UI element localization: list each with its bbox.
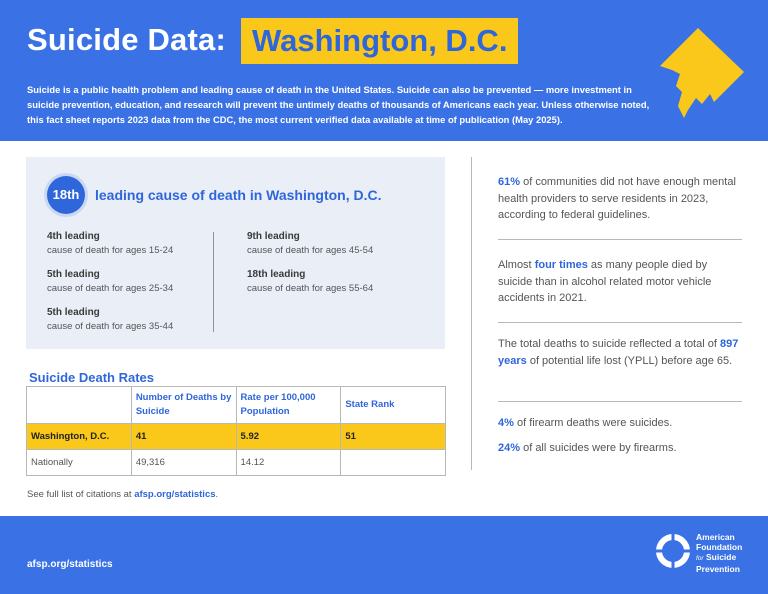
stat-text: of all suicides were by firearms. [520, 442, 677, 454]
footnote-prefix: See full list of citations at [27, 489, 135, 500]
stat-divider [498, 322, 742, 323]
table-cell: Washington, D.C. [27, 424, 132, 450]
rates-table [26, 386, 446, 476]
footer-banner [0, 516, 768, 594]
stat-text: The total deaths to suicide reflected a total of [498, 338, 720, 350]
stat-years-lost [498, 336, 744, 369]
intro-paragraph: Suicide is a public health problem and leading cause of death in the United States. Suicide can also be prevented — more investment in suicide prevention, education, and research will prevent the untimely deaths of thousands of Americans each year. Unless otherwise noted, this fact sheet reports 2023 data from the CDC, the most current verified data available at time of publication (May 2025). [27, 84, 650, 126]
rank-desc: cause of death for ages 45-54 [247, 245, 374, 256]
rank-label: 5th leading [47, 307, 100, 318]
table-cell: 51 [341, 424, 446, 450]
stat-text: of potential life lost (YPLL) before age 65. [526, 354, 733, 367]
rank-item [47, 230, 212, 258]
stat-suicides-by-firearm [498, 440, 744, 457]
dc-map-icon [658, 26, 746, 118]
logo-line: Foundation [696, 542, 743, 552]
table-cell: Nationally [27, 450, 132, 476]
table-cell: 5.92 [236, 424, 341, 450]
stat-highlight: four times [534, 259, 588, 271]
state-name-highlight: Washington, D.C. [241, 18, 518, 64]
rank-desc: cause of death for ages 55-64 [247, 283, 374, 294]
rank-badge: 18th [47, 176, 85, 214]
table-cell [341, 450, 446, 476]
ranking-panel [26, 157, 445, 349]
rank-desc: cause of death for ages 25-34 [47, 283, 174, 294]
stat-alcohol-comparison [498, 257, 744, 307]
page-title: Suicide Data: [27, 22, 226, 57]
stat-text: of communities did not have enough mental health providers to serve residents in 2023, according to federal guidelines. [498, 176, 736, 221]
stat-text: of firearm deaths were suicides. [513, 417, 673, 429]
rank-desc: cause of death for ages 15-24 [47, 245, 174, 256]
rank-label: 9th leading [247, 231, 300, 242]
stat-text: Almost [498, 259, 535, 271]
rank-label: 4th leading [47, 231, 100, 242]
stat-provider-shortage [498, 174, 744, 224]
table-header-cell: State Rank [341, 387, 446, 424]
table-cell: 14.12 [236, 450, 341, 476]
stat-highlight: 61% [498, 176, 521, 188]
rank-label: 5th leading [47, 269, 100, 280]
rank-label: 18th leading [247, 269, 306, 280]
stat-firearm-suicides [498, 415, 744, 432]
table-cell: 49,316 [131, 450, 236, 476]
rank-column-ages-45-64 [247, 230, 427, 306]
table-row-national [27, 450, 446, 476]
stat-highlight: 24% [498, 442, 521, 454]
table-row-state [27, 424, 446, 450]
stat-highlight: 897 years [498, 338, 739, 367]
stat-text: as many people died by suicide than in alcohol related motor vehicle accidents in 2021. [498, 259, 712, 304]
table-header-cell: Number of Deaths by Suicide [131, 387, 236, 424]
table-header-cell: Rate per 100,000 Population [236, 387, 341, 424]
rank-column-ages-15-44 [47, 230, 212, 344]
rank-item [247, 268, 427, 296]
table-cell: 41 [131, 424, 236, 450]
citations-link[interactable]: afsp.org/statistics [134, 489, 216, 500]
table-header-cell [27, 387, 132, 424]
column-divider [471, 157, 472, 470]
rank-item [247, 230, 427, 258]
stat-divider [498, 401, 742, 402]
life-ring-logo-icon [655, 533, 691, 569]
footer-link[interactable]: afsp.org/statistics [27, 559, 113, 570]
rank-divider [213, 232, 214, 332]
logo-line: Prevention [696, 564, 740, 574]
rank-item [47, 306, 212, 334]
stat-divider [498, 239, 742, 240]
logo-line: American [696, 532, 735, 542]
citations-footnote [27, 489, 218, 500]
logo-line: for Suicide [696, 552, 737, 562]
afsp-logo-text [696, 532, 742, 574]
header-banner [0, 0, 768, 141]
rank-item [47, 268, 212, 296]
rates-table-title: Suicide Death Rates [29, 370, 154, 385]
rank-headline: leading cause of death in Washington, D.C. [95, 187, 382, 203]
table-header-row [27, 387, 446, 424]
footnote-suffix: . [215, 489, 219, 500]
rank-desc: cause of death for ages 35-44 [47, 321, 174, 332]
logo-for: for [696, 555, 704, 562]
stat-highlight: 4% [498, 417, 514, 429]
